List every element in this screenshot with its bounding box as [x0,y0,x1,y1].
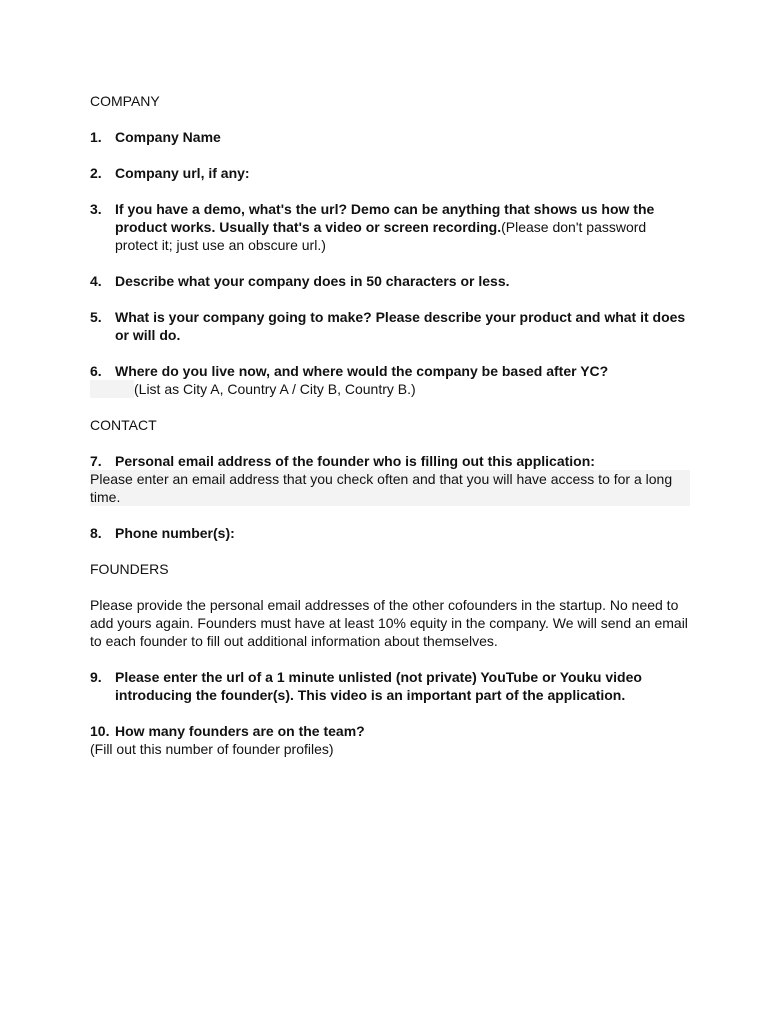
section-heading-contact: CONTACT [90,417,157,433]
question-9 [90,668,690,704]
question-1 [90,128,690,146]
question-text: Company url, if any: [115,165,250,181]
question-note: (Please don't password protect it; just use an obscure url.) [115,219,647,253]
question-line [90,722,690,740]
question-number: 2. [90,165,102,181]
section-heading-company: COMPANY [90,93,160,109]
question-note-row [90,380,690,398]
section-heading-founders: FOUNDERS [90,561,169,577]
question-text: What is your company going to make? Please describe your product and what it does or will do. [115,309,686,343]
question-number: 7. [90,453,102,469]
question-number: 6. [90,363,102,379]
question-text: Phone number(s): [115,525,235,541]
question-body [115,200,690,254]
question-text: Where do you live now, and where would the company be based after YC? [115,363,609,379]
question-8 [90,524,690,542]
question-2 [90,164,690,182]
question-number: 3. [90,201,102,217]
question-number: 8. [90,525,102,541]
document-page [90,92,690,776]
question-body [115,362,690,398]
question-number: 1. [90,129,102,145]
question-text: Company Name [115,129,221,145]
question-number: 5. [90,309,102,325]
question-note: Please enter an email address that you check often and that you will have access to for a long time. [90,470,690,506]
question-text: Personal email address of the founder who is filling out this application: [115,453,595,469]
question-note: (Fill out this number of founder profiles) [90,741,334,757]
question-number: 9. [90,669,102,685]
question-number: 10. [90,723,110,739]
question-7 [90,452,690,506]
question-text: Please enter the url of a 1 minute unlisted (not private) YouTube or Youku video introducing the founder(s). This video is an important part of the application. [115,669,642,703]
question-text: If you have a demo, what's the url? Demo can be anything that shows us how the product works. Usually that's a video or screen recording. [115,201,655,235]
question-6 [90,362,690,398]
question-text: How many founders are on the team? [115,723,365,739]
founders-intro: Please provide the personal email addresses of the other cofounders in the startup. No need to add yours again. Founders must have at least 10% equity in the company. We will send an email to each founder to fill out additional information about themselves. [90,597,688,649]
question-line [90,452,690,470]
question-4 [90,272,690,290]
question-text: Describe what your company does in 50 characters or less. [115,273,510,289]
question-5 [90,308,690,344]
highlight-pad [90,380,134,398]
question-3 [90,200,690,254]
question-number: 4. [90,273,102,289]
question-10 [90,722,690,758]
question-note: (List as City A, Country A / City B, Country B.) [134,381,416,397]
